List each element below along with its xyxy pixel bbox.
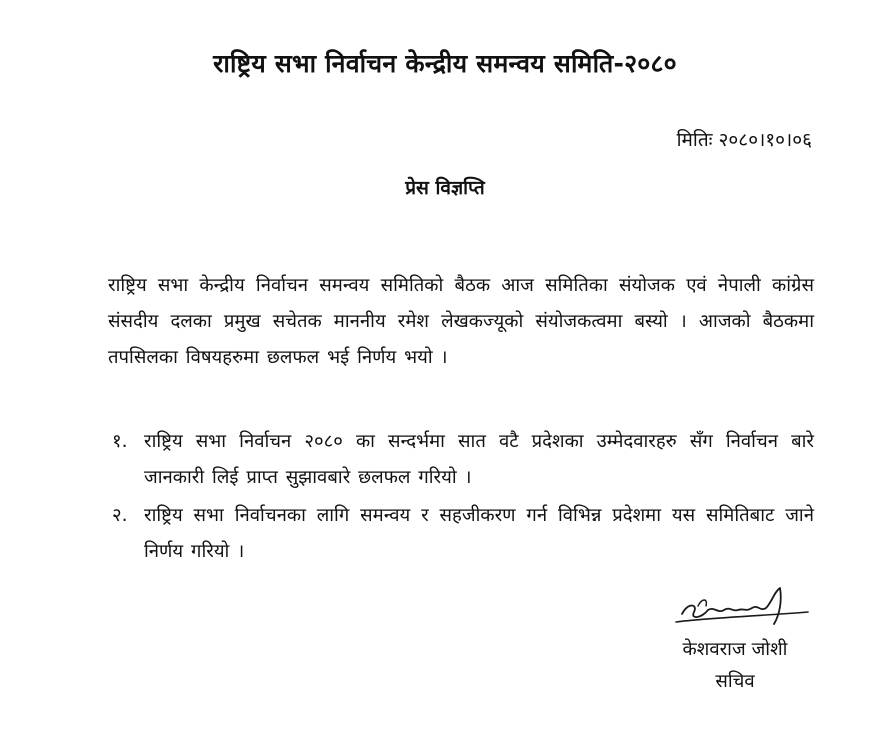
decision-text: राष्ट्रिय सभा निर्वाचन २०८० का सन्दर्भमा सात वटै प्रदेशका उम्मेदवारहरु सँग निर्वाचन बारे जानकारी लिई प्राप्त सुझावबारे छलफल गरियो । (144, 431, 814, 488)
decision-number: २. (112, 505, 128, 526)
decision-item (108, 424, 814, 496)
decision-item (108, 498, 814, 570)
document-date: मितिः २०८०।१०।०६ (676, 129, 812, 151)
decision-list (108, 424, 814, 572)
body-paragraph: राष्ट्रिय सभा केन्द्रीय निर्वाचन समन्वय समितिको बैठक आज समितिका संयोजक एवं नेपाली कांग्रेस संसदीय दलका प्रमुख सचेतक माननीय रमेश लेखकज्यूको संयोजकत्वमा बस्यो । आजको बैठकमा तपसिलका विषयहरुमा छलफल भई निर्णय भयो । (108, 275, 814, 368)
decision-text: राष्ट्रिय सभा निर्वाचनका लागि समन्वय र सहजीकरण गर्न विभिन्न प्रदेशमा यस समितिबाट जाने निर्णय गरियो । (144, 505, 814, 562)
signer-name: केशवराज जोशी (682, 639, 788, 660)
decision-number: १. (112, 431, 128, 452)
signature-block (640, 584, 830, 694)
document-heading: राष्ट्रिय सभा निर्वाचन केन्द्रीय समन्वय समिति-२०८० (213, 49, 677, 78)
document-subject: प्रेस विज्ञप्ति (405, 177, 485, 199)
signer-title: सचिव (715, 671, 755, 692)
handwritten-signature (668, 584, 818, 634)
